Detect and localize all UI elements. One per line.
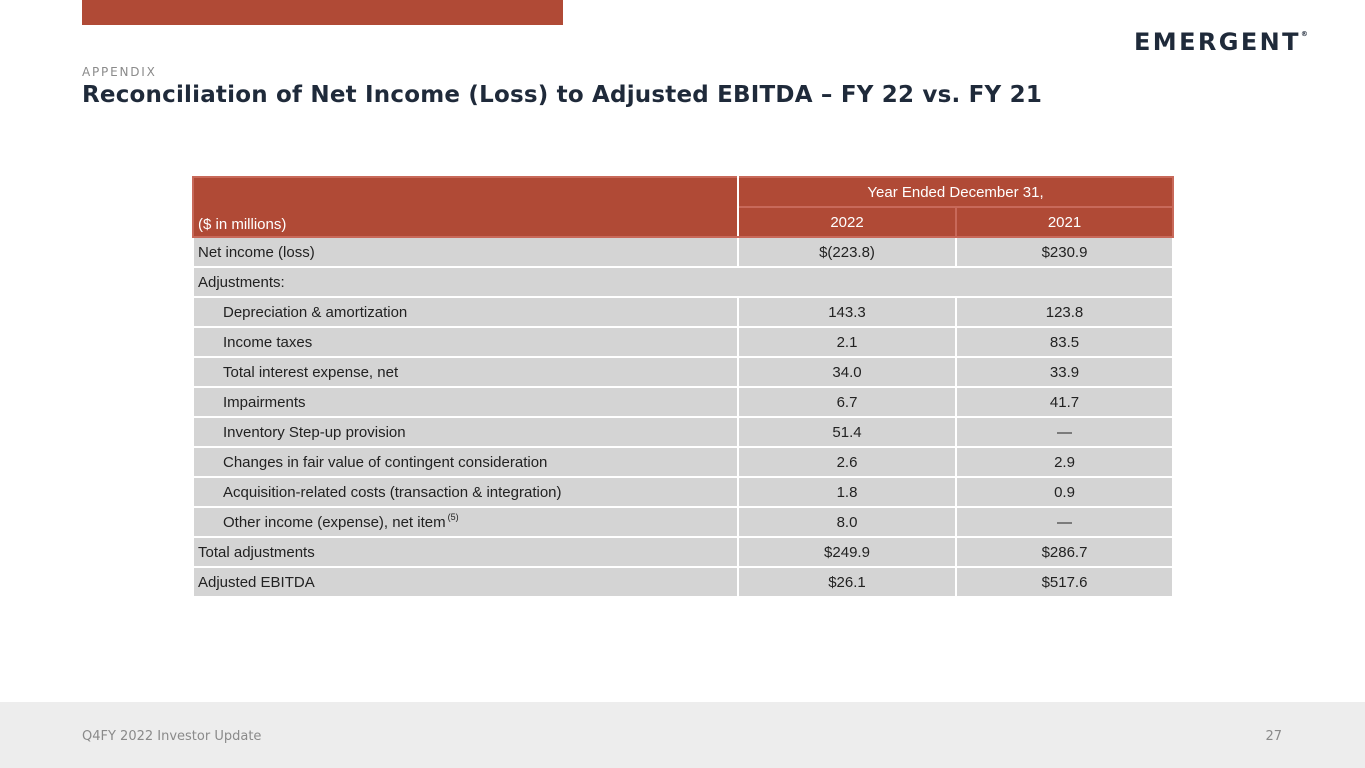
table-row: [193, 297, 1173, 327]
value-2022: 34.0: [738, 357, 956, 387]
value-2021: 2.9: [956, 447, 1173, 477]
value-2022: $26.1: [738, 567, 956, 597]
page-title: Reconciliation of Net Income (Loss) to Adjusted EBITDA – FY 22 vs. FY 21: [82, 82, 1043, 108]
row-label: Income taxes: [193, 327, 738, 357]
reconciliation-table: [192, 176, 1174, 598]
value-2022: 6.7: [738, 387, 956, 417]
table-row: [193, 327, 1173, 357]
year-ended-header: Year Ended December 31,: [738, 177, 1173, 207]
row-label-cell: [193, 507, 738, 537]
table-row: [193, 387, 1173, 417]
value-2021: 123.8: [956, 297, 1173, 327]
row-label: Adjusted EBITDA: [193, 567, 738, 597]
value-2021: 83.5: [956, 327, 1173, 357]
logo-mark: ®: [1300, 30, 1308, 38]
col-2021-header: 2021: [956, 207, 1173, 237]
row-label: Net income (loss): [193, 237, 738, 267]
value-2021: 0.9: [956, 477, 1173, 507]
total-adjustments-row: [193, 537, 1173, 567]
table-row: [193, 357, 1173, 387]
footer-text: Q4FY 2022 Investor Update: [82, 729, 262, 744]
adjusted-ebitda-row: [193, 567, 1173, 597]
footnote-marker: (5): [447, 511, 459, 522]
units-header: ($ in millions): [193, 177, 738, 237]
row-label: Changes in fair value of contingent consideration: [193, 447, 738, 477]
value-2022: 51.4: [738, 417, 956, 447]
value-2022: 143.3: [738, 297, 956, 327]
row-label: Total interest expense, net: [193, 357, 738, 387]
footer-bar: [0, 702, 1365, 768]
logo-text: EMERGENT: [1134, 28, 1301, 56]
col-2022-header: 2022: [738, 207, 956, 237]
value-2022: 2.6: [738, 447, 956, 477]
value-2021: $517.6: [956, 567, 1173, 597]
table-row: [193, 507, 1173, 537]
table-row: [193, 477, 1173, 507]
value-2022: 1.8: [738, 477, 956, 507]
row-label: Other income (expense), net item: [223, 513, 446, 531]
row-label: Depreciation & amortization: [193, 297, 738, 327]
table-row: [193, 417, 1173, 447]
value-2021: 33.9: [956, 357, 1173, 387]
row-label: Inventory Step-up provision: [193, 417, 738, 447]
table-row: [193, 237, 1173, 267]
value-2022: 8.0: [738, 507, 956, 537]
value-2021: $286.7: [956, 537, 1173, 567]
value-2021: 41.7: [956, 387, 1173, 417]
top-accent-bar: [82, 0, 563, 25]
value-2021: —: [956, 507, 1173, 537]
row-label: Total adjustments: [193, 537, 738, 567]
value-2021: $230.9: [956, 237, 1173, 267]
row-label: Impairments: [193, 387, 738, 417]
value-2022: $249.9: [738, 537, 956, 567]
value-2021: —: [956, 417, 1173, 447]
page-number: 27: [1265, 729, 1282, 744]
value-2022: 2.1: [738, 327, 956, 357]
adjustments-label: Adjustments:: [193, 267, 1173, 297]
table-row: [193, 267, 1173, 297]
row-label: Acquisition-related costs (transaction & integration): [193, 477, 738, 507]
value-2022: $(223.8): [738, 237, 956, 267]
table-row: [193, 447, 1173, 477]
emergent-logo: [1134, 28, 1308, 54]
table-header-row: [193, 177, 1173, 207]
section-label: APPENDIX: [82, 65, 157, 79]
